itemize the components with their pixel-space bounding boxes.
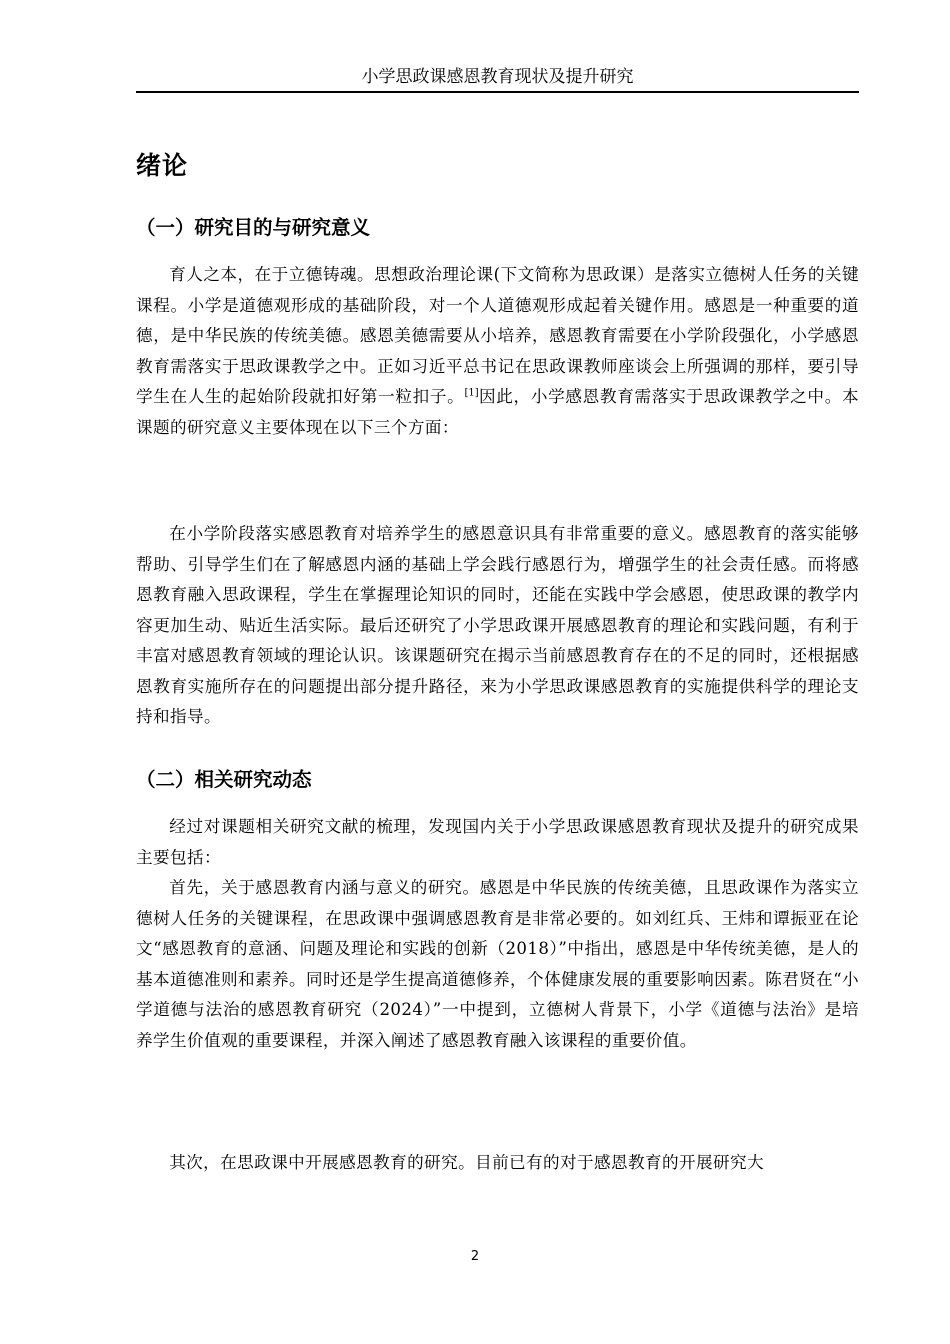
running-header: 小学思政课感恩教育现状及提升研究 [361, 67, 634, 87]
section-heading-research-status: （二）相关研究动态 [136, 768, 312, 791]
paragraph-purpose-intro [136, 260, 859, 443]
paragraph-text: 因此，小学感恩教育需落实于思政课教学之中。本课题的研究意义主要体现在以下三个方面： [136, 387, 859, 437]
section-heading-purpose: （一）研究目的与研究意义 [136, 216, 371, 239]
page-number: 2 [470, 1249, 480, 1264]
citation-ref: [1] [464, 387, 479, 399]
paragraph-literature-review: 经过对课题相关研究文献的梳理，发现国内关于小学思政课感恩教育现状及提升的研究成果主要包括： [136, 817, 859, 867]
paragraph-course-practice: 其次，在思政课中开展感恩教育的研究。目前已有的对于感恩教育的开展研究大 [169, 1153, 764, 1172]
paragraph-gratitude-meaning: 首先，关于感恩教育内涵与意义的研究。感恩是中华民族的传统美德，且思政课作为落实立德树人任务的关键课程，在思政课中强调感恩教育是非常必要的。如刘红兵、王炜和谭振亚在论文“感恩教育的意涵、问题及理论和实践的创新（2018）”中指出，感恩是中华传统美德，是人的基本道德准则和素养。同时还是学生提高道德修养，个体健康发展的重要影响因素。陈君贤在“小学道德与法治的感恩教育研究（2024）”一中提到，立德树人背景下，小学《道德与法治》是培养学生价值观的重要课程，并深入阐述了感恩教育融入该课程的重要价值。 [136, 878, 859, 1050]
paragraph-significance: 在小学阶段落实感恩教育对培养学生的感恩意识具有非常重要的意义。感恩教育的落实能够帮助、引导学生们在了解感恩内涵的基础上学会践行感恩行为，增强学生的社会责任感。而将感恩教育融入思政课程，学生在掌握理论知识的同时，还能在实践中学会感恩，使思政课的教学内容更加生动、贴近生活实际。最后还研究了小学思政课开展感恩教育的理论和实践问题，有利于丰富对感恩教育领域的理论认识。该课题研究在揭示当前感恩教育存在的不足的同时，还根据感恩教育实施所存在的问题提出部分提升路径，来为小学思政课感恩教育的实施提供科学的理论支持和指导。 [136, 524, 859, 726]
chapter-title: 绪论 [136, 151, 189, 180]
header-rule [136, 91, 859, 93]
paragraph-text: 育人之本，在于立德铸魂。思想政治理论课(下文简称为思政课）是落实立德树人任务的关键课程。小学是道德观形成的基础阶段，对一个人道德观形成起着关键作用。感恩是一种重要的道德，是中华民族的传统美德。感恩美德需要从小培养，感恩教育需要在小学阶段强化，小学感恩教育需落实于思政课教学之中。正如习近平总书记在思政课教师座谈会上所强调的那样，要引导学生在人生的起始阶段就扣好第一粒扣子。 [136, 265, 859, 406]
